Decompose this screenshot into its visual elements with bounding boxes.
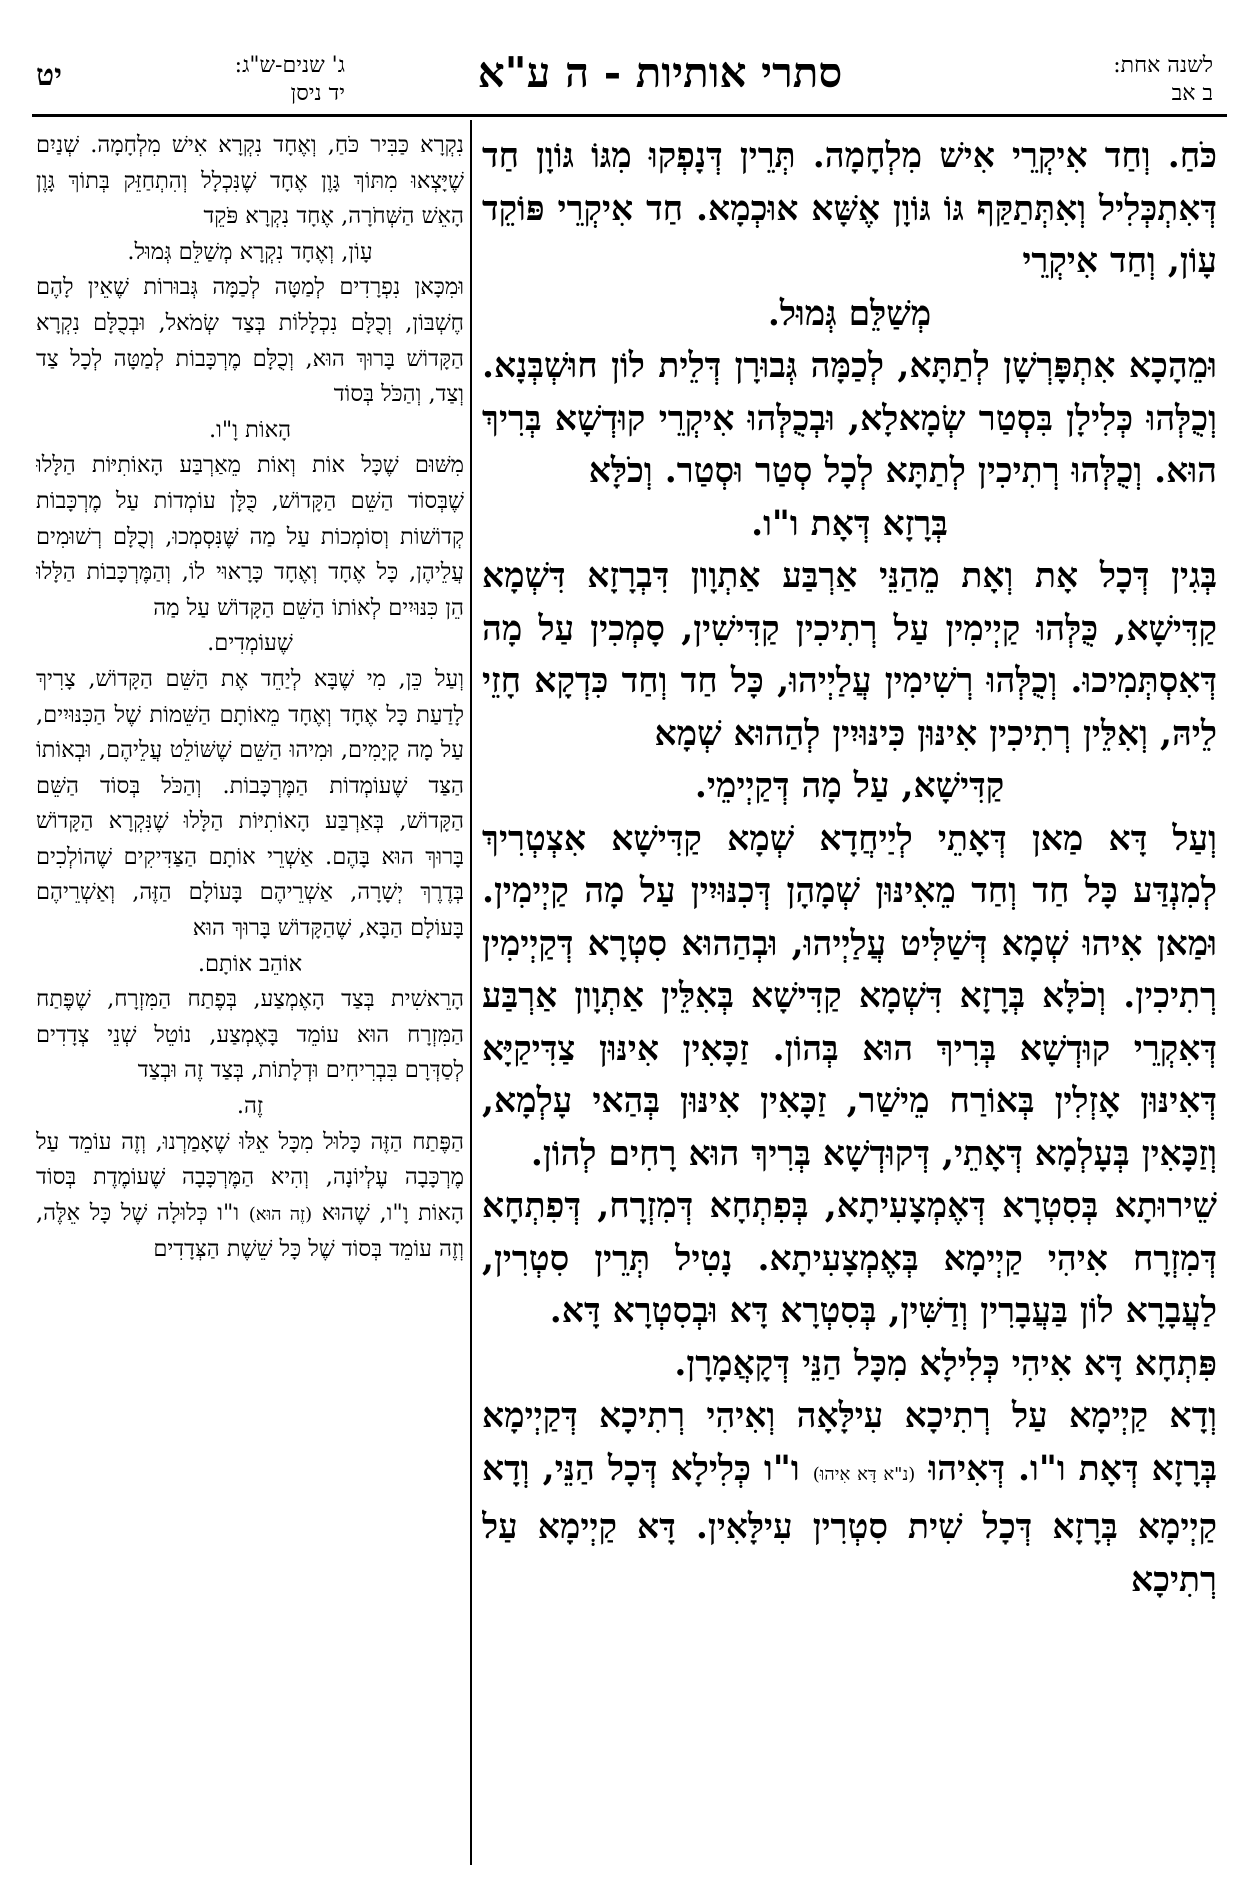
translation-paragraph-end: הָאוֹת וָ"ו. (208, 416, 292, 443)
header-schedule-date: יד ניסן (290, 81, 345, 106)
main-text: ו"ו כְּלִילָא דְּכָל הַנֵּי, וְדָא קַיְימָא בְּרָזָא דְּכָל שִׁית סִטְרִין עִילָּאִין. דָּא קַיְימָא עַל רְתִיכָא (482, 1448, 1217, 1600)
translation-paragraph-end: שֶׁעוֹמְדִים. (207, 630, 293, 657)
page-title: סתרי אותיות - ה ע"א (477, 48, 843, 97)
main-paragraph: וְעַל דָּא מַאן דְּאָתֵי לְיַיחֲדָא שְׁמָא קַדִּישָׁא אִצְטְרִיךְ לְמִנְדַּע כָּל חַד וְחַד מֵאִינּוּן שְׁמָהָן דְּכִנּוּיִין עַל מָה קַיְימִין. וּמַאן אִיהוּ שְׁמָא דְּשַׁלִּיט עֲלַיְיהוּ, וּבְהַהוּא סִטְרָא דְּקַיְימִין רְתִיכִין. וְכֹלָּא בְּרָזָא דִּשְׁמָא קַדִּישָׁא בְּאִלֵּין אַתְוָון אַרְבַּע דְּאִקְרֵי קוּדְשָׁא בְּרִיךְ הוּא בְּהוֹן. זַכָּאִין אִינּוּן צַדִּיקַיָּא דְּאִינּוּן אָזְלִין בְּאוֹרַח מֵישַׁר, זַכָּאִין אִינּוּן בְּהַאי עָלְמָא, וְזַכָּאִין בְּעָלְמָא דְּאָתֵי, דְּקוּדְשָׁא בְּרִיךְ הוּא רָחִים לְהוֹן. (482, 818, 1217, 1174)
main-paragraph: פִּתְחָא דָּא אִיהִי כְּלִילָא מִכָּל הַנֵּי דְּקָאֲמָרָן. (674, 1343, 1217, 1384)
main-paragraph-end: קַדִּישָׁא, עַל מָה דְּקַיְימֵי. (694, 766, 1005, 806)
column-divider (470, 120, 472, 1865)
main-paragraph: שֵׁירוּתָא בְּסִטְרָא דְּאֶמְצָעִיתָא, בְּפִתְחָא דְּמִזְרָח, דְּפִתְחָא דְּמִזְרָח אִיהִי קַיְימָא בְּאֶמְצָעִיתָא. נָטִיל תְּרֵין סִטְרִין, לַעֲבָרָא לוֹן בַּעֲבָרִין וְדַשִּׁין, בְּסִטְרָא דָּא וּבְסִטְרָא דָּא. (482, 1186, 1217, 1331)
translation-text: הַפֶּתַח הַזֶּה כָּלוּל מִכָּל אֵלּוּ שֶׁאָמַרְנוּ, וְזֶה עוֹמֵד עַל מֶרְכָּבָה עֶלְיוֹנָה, וְהִיא הַמֶּרְכָּבָה שֶׁעוֹמֶדֶת בְּסוֹד הָאוֹת וָ"ו, שֶׁהוּא (36, 1128, 464, 1226)
page-number: יט (36, 58, 62, 93)
translation-paragraph (36, 1125, 464, 1268)
main-text-column (482, 130, 1217, 1865)
translation-paragraph: הָרֵאשִׁית בְּצַד הָאֶמְצַע, בְּפֶתַח הַמִּזְרָח, שֶׁפֶּתַח הַמִּזְרָח הוּא עוֹמֵד בָּאֶמְצַע, נוֹטֵל שְׁנֵי צְדָדִים לְסַדְּרָם בִּבְרִיחִים וּדְלָתוֹת, בְּצַד זֶה וּבְצַד (36, 986, 464, 1084)
translation-paragraph-end: אוֹהֵב אוֹתָם. (197, 950, 303, 977)
translation-paragraph: מִשּׁוּם שֶׁכָּל אוֹת וְאוֹת מֵאַרְבַּע הָאוֹתִיּוֹת הַלָּלוּ שֶׁבְּסוֹד הַשֵּׁם הַקָּדוֹשׁ, כֻּלָּן עוֹמְדוֹת עַל מֶרְכָּבוֹת קְדוֹשׁוֹת וְסוֹמְכוֹת עַל מַה שֶּׁנִּסְמְכוּ, וְכֻלָּם רְשׁוּמִים עֲלֵיהֶן, כָּל אֶחָד וְאֶחָד כָּרָאוּי לוֹ, וְהַמֶּרְכָּבוֹת הַלָּלוּ הֵן כִּנּוּיִים לְאוֹתוֹ הַשֵּׁם הַקָּדוֹשׁ עַל מַה (36, 452, 464, 621)
main-paragraph-end: בְּרָזָא דְּאָת ו"ו. (751, 503, 948, 544)
header-schedule-date: ב אב (1171, 81, 1213, 106)
header-schedule-label: ג' שנים-ש"ג: (234, 53, 345, 78)
translation-paragraph-end: עָוֹן, וְאֶחָד נִקְרָא מְשַׁלֵּם גְּמוּל. (127, 238, 373, 265)
translation-paragraph: נִקְרָא כַּבִּיר כֹּחַ, וְאֶחָד נִקְרָא אִישׁ מִלְחָמָה. שְׁנַיִם שֶׁיָּצְאוּ מִתּוֹךְ גָּוֶן אֶחָד שֶׁנִּכְלָל וְהִתְחַזֵּק בְּתוֹךְ גָּוֶן הָאֵשׁ הַשְּׁחֹרָה, אֶחָד נִקְרָא פֹּקֵד (36, 132, 464, 230)
main-paragraph: בְּגִין דְּכָל אָת וְאָת מֵהַנֵּי אַרְבַּע אַתְוָון דִּבְרָזָא דִּשְׁמָא קַדִּישָׁא, כֻּלְּהוּ קַיְימִין עַל רְתִיכִין קַדִּישִׁין, סָמְכִין עַל מָה דְּאִסְתְּמִיכוּ. וְכֻלְּהוּ רְשִׁימִין עֲלַיְיהוּ, כָּל חַד וְחַד כִּדְקָא חָזֵי לֵיהּ, וְאִלֵּין רְתִיכִין אִינּוּן כִּינּוּיִין לְהַהוּא שְׁמָא (482, 556, 1217, 754)
variant-note: (נ"א דָּא אִיהוּ) (812, 1463, 916, 1485)
variant-note: (זֶה הוּא) (248, 1203, 313, 1225)
main-paragraph (482, 1390, 1217, 1606)
translation-paragraph: וּמִכָּאן נִפְרָדִים לְמַטָּה לְכַמָּה גְּבוּרוֹת שֶׁאֵין לָהֶם חֶשְׁבּוֹן, וְכֻלָּם נִכְלָלוֹת בְּצַד שְׂמֹאל, וּבְכֻלָּם נִקְרָא הַקָּדוֹשׁ בָּרוּךְ הוּא, וְכֻלָּם מֶרְכָּבוֹת לְמַטָּה לְכָל צַד וְצַד, וְהַכֹּל בְּסוֹד (36, 274, 464, 408)
header-schedule-label: לשנה אחת: (1113, 53, 1213, 78)
main-paragraph-end: מְשַׁלֵּם גְּמוּל. (767, 293, 932, 334)
header-schedule-three-years (145, 52, 345, 108)
main-text: וְדָא קַיְימָא עַל רְתִיכָא עִילָּאָה וְאִיהִי רְתִיכָא דְּקַיְימָא בְּרָזָא דְּאָת ו"ו. דְּאִיהוּ (482, 1396, 1217, 1489)
translation-paragraph: וְעַל כֵּן, מִי שֶׁבָּא לְיַחֵד אֶת הַשֵּׁם הַקָּדוֹשׁ, צָרִיךְ לָדַעַת כָּל אֶחָד וְאֶחָד מֵאוֹתָם הַשֵּׁמוֹת שֶׁל הַכִּנּוּיִים, עַל מָה קָיָמִים, וּמִיהוּ הַשֵּׁם שֶׁשּׁוֹלֵט עֲלֵיהֶם, וּבְאוֹתוֹ הַצַּד שֶׁעוֹמְדוֹת הַמֶּרְכָּבוֹת. וְהַכֹּל בְּסוֹד הַשֵּׁם הַקָּדוֹשׁ, בְּאַרְבַּע הָאוֹתִיּוֹת הַלָּלוּ שֶׁנִּקְרָא הַקָּדוֹשׁ בָּרוּךְ הוּא בָּהֶם. אַשְׁרֵי אוֹתָם הַצַּדִּיקִים שֶׁהוֹלְכִים בְּדֶרֶךְ יְשָׁרָה, אַשְׁרֵיהֶם בָּעוֹלָם הַזֶּה, וְאַשְׁרֵיהֶם בָּעוֹלָם הַבָּא, שֶׁהַקָּדוֹשׁ בָּרוּךְ הוּא (36, 665, 464, 942)
translation-paragraph-end: זֶה. (236, 1093, 264, 1120)
header-rule (32, 114, 1227, 117)
translation-text: ו"ו כְּלוּלָה שֶׁל כָּל אֵלֶּה, וְזֶה עוֹמֵד בְּסוֹד שֶׁל כָּל שֵׁשֶׁת הַצְּדָדִים (36, 1199, 464, 1263)
main-paragraph: וּמֵהָכָא אִתְפָּרְשָׁן לְתַתָּא, לְכַמָּה גְּבוּרָן דְּלֵית לוֹן חוּשְׁבְּנָא. וְכֻלְּהוּ כְּלִילָן בִּסְטַר שְׂמָאלָא, וּבְכֻלְּהוּ אִיקְרֵי קוּדְשָׁא בְּרִיךְ הוּא. וְכֻלְּהוּ רְתִיכִין לְתַתָּא לְכָל סְטַר וּסְטַר. וְכֹלָּא (482, 346, 1217, 491)
translation-column (36, 128, 464, 1868)
main-paragraph: כֹּחַ. וְחַד אִיקְרֵי אִישׁ מִלְחָמָה. תְּרֵין דְּנָפְקוּ מִגּוֹ גּוֹוָן חַד דְּאִתְכְּלִיל וְאִתְּתַקַּף גּוֹ גּוֹוָן אֶשָּׁא אוּכְמָא. חַד אִיקְרֵי פּוֹקֵד עָוֹן, וְחַד אִיקְרֵי (482, 136, 1217, 281)
header-schedule-one-year (993, 52, 1213, 108)
